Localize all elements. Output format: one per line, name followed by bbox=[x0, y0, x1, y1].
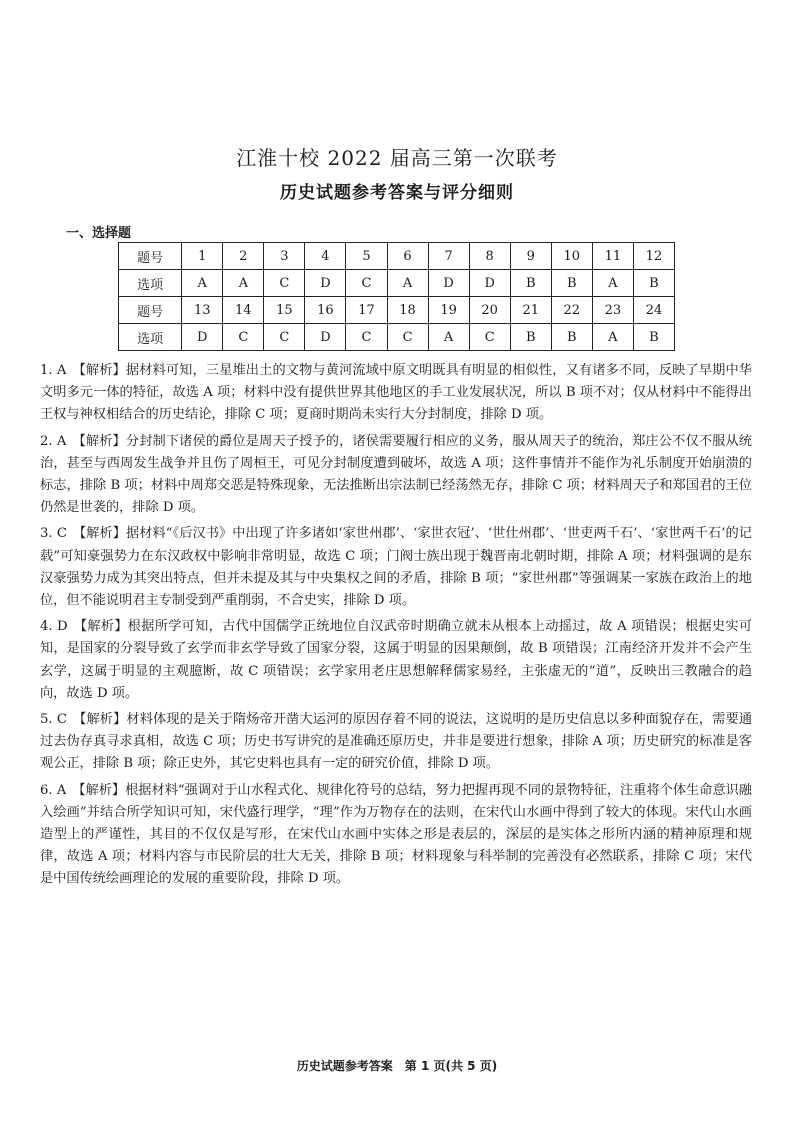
table-cell: C bbox=[223, 324, 264, 351]
table-cell: B bbox=[633, 324, 674, 351]
explanation-text: 材料体现的是关于隋炀帝开凿大运河的原因存着不同的说法，这说明的是历史信息以多种面貌存在，需要通过去伪存真寻求真相，故选 C 项；历史书写讲究的是准确还原历史，并非是要进行想象，排除 A 项；历史研究的标准是客观公正，排除 B 项；除正史外，其它史料也具有一定的研究价值，排除 D 项。 bbox=[40, 712, 753, 772]
table-row bbox=[119, 324, 675, 351]
question-answer-number: 5. C bbox=[40, 712, 67, 728]
question-answer-number: 6. A bbox=[40, 782, 67, 798]
table-cell: 1 bbox=[182, 243, 223, 270]
table-cell: 9 bbox=[510, 243, 551, 270]
table-cell: A bbox=[387, 270, 428, 297]
table-cell: 13 bbox=[182, 297, 223, 324]
explanation-text: 据材料可知，三星堆出土的文物与黄河流域中原文明既具有明显的相似性，又有诸多不同，反映了早期中华文明多元一体的特征，故选 A 项；材料中没有提供世界其他地区的手工业发展状况，所以 B 项不对；仅从材料中不能得出王权与神权相结合的历史结论，排除 C 项；夏商时期尚未实行大分封制度，排除 D 项。 bbox=[40, 363, 752, 423]
explanation-text: 据材料“《后汉书》中出现了许多诸如‘家世州郡’、‘家世衣冠’、‘世仕州郡’、‘世吏两千石’、‘家世两千石’的记载”可知豪强势力在东汉政权中影响非常明显，故选 C 项；门阀士族出现于魏晋南北朝时期，排除 A 项；材料强调的是东汉豪强势力成为其突出特点，但并未提及其与中央集权之间的矛盾，排除 B 项；“家世州郡”等强调某一家族在政治上的地位，但不能说明君主专制受到严重削弱，不合史实，排除 D 项。 bbox=[40, 526, 752, 609]
table-cell: 23 bbox=[592, 297, 633, 324]
table-cell: A bbox=[592, 270, 633, 297]
table-cell: C bbox=[264, 324, 305, 351]
analysis-tag: 【解析】 bbox=[73, 712, 127, 728]
analysis-tag: 【解析】 bbox=[72, 782, 126, 798]
analysis-tag: 【解析】 bbox=[72, 433, 126, 449]
table-cell: 4 bbox=[305, 243, 346, 270]
question-answer-number: 1. A bbox=[40, 363, 67, 378]
table-cell: 14 bbox=[223, 297, 264, 324]
table-cell: D bbox=[182, 324, 223, 351]
explanation-text: 分封制下诸侯的爵位是周天子授予的，诸侯需要履行相应的义务，服从周天子的统治，郑庄公不仅不服从统治，甚至与西周发生战争并且伤了周桓王，可见分封制度遭到破坏，故选 A 项；这件事情并不能作为礼乐制度开始崩溃的标志，排除 B 项；材料中周郑交恶是特殊现象，无法推断出宗法制已经荡然无存，排除 C 项；材料周天子和郑国君的王位仍然是世袭的，排除 D 项。 bbox=[40, 433, 752, 516]
table-cell: D bbox=[305, 270, 346, 297]
table-row-header: 选项 bbox=[119, 270, 182, 297]
table-cell: 24 bbox=[633, 297, 674, 324]
table-cell: 20 bbox=[469, 297, 510, 324]
table-row bbox=[119, 243, 675, 270]
table-row-header: 选项 bbox=[119, 324, 182, 351]
page-footer: 历史试题参考答案 第 1 页(共 5 页) bbox=[296, 1059, 498, 1073]
table-cell: 21 bbox=[510, 297, 551, 324]
table-cell: 12 bbox=[633, 243, 674, 270]
question-answer-number: 3. C bbox=[40, 526, 67, 542]
explanation-text: 根据材料“强调对于山水程式化、规律化符号的总结，努力把握再现不同的景物特征，注重将个体生命意识融入绘画”并结合所学知识可知，宋代盛行理学，“理”作为万物存在的法则，在宋代山水画中得到了较大的体现。宋代山水画造型上的严谨性，其目的不仅仅是写形，在宋代山水画中实体之形是表层的，深层的是实体之形所内涵的精神原理和规律，故选 A 项；材料内容与市民阶层的壮大无关，排除 B 项；材料现象与科举制的完善没有必然联系，排除 C 项；宋代是中国传统绘画理论的发展的重要阶段，排除 D 项。 bbox=[40, 782, 752, 887]
analysis-tag: 【解析】 bbox=[72, 363, 126, 378]
table-cell: 7 bbox=[428, 243, 469, 270]
table-cell: C bbox=[346, 324, 387, 351]
table-cell: A bbox=[223, 270, 264, 297]
table-cell: 3 bbox=[264, 243, 305, 270]
table-cell: C bbox=[264, 270, 305, 297]
explanation-item bbox=[40, 523, 752, 612]
table-cell: B bbox=[551, 324, 592, 351]
table-cell: 6 bbox=[387, 243, 428, 270]
table-cell: A bbox=[182, 270, 223, 297]
table-cell: D bbox=[305, 324, 346, 351]
table-cell: C bbox=[469, 324, 510, 351]
table-cell: 18 bbox=[387, 297, 428, 324]
explanation-item bbox=[40, 360, 752, 427]
table-cell: 11 bbox=[592, 243, 633, 270]
table-row bbox=[119, 270, 675, 297]
table-row-header: 题号 bbox=[119, 297, 182, 324]
explanation-text: 根据所学可知，古代中国儒学正统地位自汉武帝时期确立就未从根本上动摇过，故 A 项错误；根据史实可知，是国家的分裂导致了玄学而非玄学导致了国家分裂，这属于明显的因果颠倒，故 B 项错误；江南经济开发并不会产生玄学，这属于明显的主观臆断，故 C 项错误；玄学家用老庄思想解释儒家易经，主张虚无的“道”，反映出三教融合的趋向，故选 D 项。 bbox=[40, 619, 753, 701]
explanation-item bbox=[40, 780, 752, 891]
table-cell: B bbox=[633, 270, 674, 297]
explanation-item bbox=[40, 616, 752, 705]
question-answer-number: 2. A bbox=[40, 433, 67, 449]
explanation-item bbox=[40, 431, 752, 520]
table-cell: A bbox=[592, 324, 633, 351]
table-cell: 15 bbox=[264, 297, 305, 324]
table-cell: D bbox=[469, 270, 510, 297]
explanations-list bbox=[40, 360, 752, 895]
table-cell: 8 bbox=[469, 243, 510, 270]
answer-table bbox=[118, 242, 675, 351]
document-subtitle: 历史试题参考答案与评分细则 bbox=[280, 183, 514, 203]
table-row-header: 题号 bbox=[119, 243, 182, 270]
table-row bbox=[119, 297, 675, 324]
table-cell: 2 bbox=[223, 243, 264, 270]
table-cell: 16 bbox=[305, 297, 346, 324]
table-cell: 19 bbox=[428, 297, 469, 324]
table-cell: 5 bbox=[346, 243, 387, 270]
table-cell: D bbox=[428, 270, 469, 297]
table-cell: B bbox=[551, 270, 592, 297]
explanation-item bbox=[40, 709, 752, 776]
table-cell: 17 bbox=[346, 297, 387, 324]
analysis-tag: 【解析】 bbox=[73, 619, 128, 635]
question-answer-number: 4. D bbox=[40, 619, 68, 635]
table-cell: C bbox=[387, 324, 428, 351]
section-heading: 一、选择题 bbox=[66, 226, 132, 241]
table-cell: B bbox=[510, 270, 551, 297]
document-title: 江淮十校 2022 届高三第一次联考 bbox=[236, 146, 558, 170]
analysis-tag: 【解析】 bbox=[72, 526, 127, 542]
table-cell: B bbox=[510, 324, 551, 351]
table-cell: 10 bbox=[551, 243, 592, 270]
table-cell: A bbox=[428, 324, 469, 351]
table-cell: 22 bbox=[551, 297, 592, 324]
table-cell: C bbox=[346, 270, 387, 297]
